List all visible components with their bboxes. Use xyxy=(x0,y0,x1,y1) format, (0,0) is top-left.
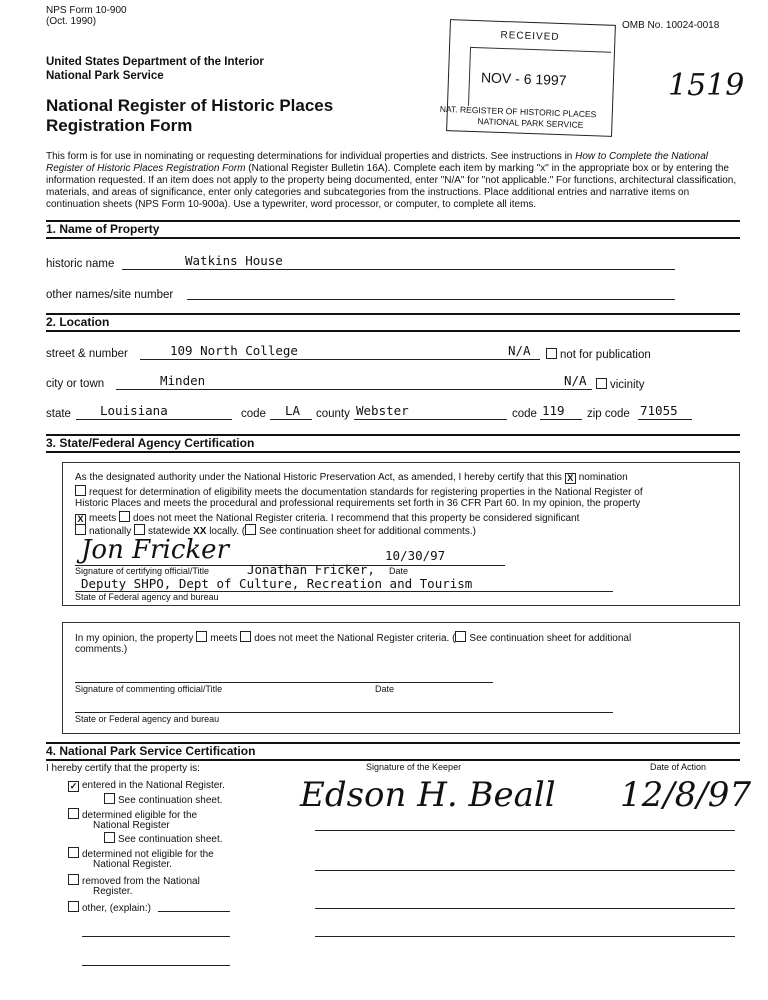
handwritten-number: 1519 xyxy=(668,68,745,103)
stamp-nps: NATIONAL PARK SERVICE xyxy=(477,116,584,130)
county-code-label: code xyxy=(512,408,537,420)
form-number: NPS Form 10-900 xyxy=(46,5,127,16)
section-3-heading: 3. State/Federal Agency Certification xyxy=(46,436,255,450)
see-cont-label: See continuation sheet. xyxy=(118,834,223,845)
cert-text: does not meet the National Register criteria. I recommend that this property be considered significant xyxy=(133,513,580,524)
cert-date[interactable]: 10/30/97 xyxy=(385,548,446,563)
historic-name-label: historic name xyxy=(46,258,115,270)
see-cont-1[interactable] xyxy=(104,793,223,806)
omb-number: OMB No. 10024-0018 xyxy=(622,20,720,31)
action-date: 12/8/97 xyxy=(620,775,752,815)
other-checkbox[interactable] xyxy=(68,901,79,912)
county-value[interactable]: Webster xyxy=(356,403,409,418)
eligible-checkbox[interactable] xyxy=(68,808,79,819)
entered-option[interactable] xyxy=(68,780,225,792)
title-line-2: Registration Form xyxy=(46,116,193,135)
removed-checkbox[interactable] xyxy=(68,874,79,885)
checkbox[interactable] xyxy=(104,793,115,804)
cert-line-1 xyxy=(75,472,628,484)
comment-agency-label: State or Federal agency and bureau xyxy=(75,714,220,724)
keeper-label: Signature of the Keeper xyxy=(366,762,462,772)
state-value[interactable]: Louisiana xyxy=(100,403,168,418)
removed-option[interactable] xyxy=(68,874,200,887)
zip-label: zip code xyxy=(587,408,630,420)
historic-name-value[interactable]: Watkins House xyxy=(185,253,283,268)
removed-label-2: Register. xyxy=(93,886,133,897)
opinion-line-1 xyxy=(75,631,631,644)
official-name[interactable]: Jonathan Fricker, xyxy=(247,562,375,577)
title-line-1: National Register of Historic Places xyxy=(46,96,334,115)
eligible-label-2: National Register xyxy=(93,820,170,831)
removed-label: removed from the National xyxy=(82,876,200,887)
date-of-action-label: Date of Action xyxy=(650,762,707,772)
request-checkbox[interactable] xyxy=(75,485,86,496)
certifying-signature: Jon Fricker xyxy=(81,535,230,565)
entered-checkbox[interactable]: ✓ xyxy=(69,781,78,791)
cert-line-2 xyxy=(75,485,643,498)
locally-label: locally. ( xyxy=(209,526,246,537)
stamp-date: NOV - 6 1997 xyxy=(480,69,567,89)
nationally-checkbox[interactable] xyxy=(75,524,86,535)
section-2-heading: 2. Location xyxy=(46,315,110,329)
form-date: (Oct. 1990) xyxy=(46,16,97,27)
street-label: street & number xyxy=(46,348,128,360)
keeper-signature: Edson H. Beall xyxy=(300,775,556,815)
cert-line-3: Historic Places and meets the procedural and professional requirements set forth in 36 CFR Part 60. In my opinion, the property xyxy=(75,498,641,509)
signature-label: Signature of certifying official/Title xyxy=(75,566,210,576)
comment-signature-label: Signature of commenting official/Title xyxy=(75,684,223,694)
statewide-checkbox[interactable] xyxy=(134,524,145,535)
section-4-heading: 4. National Park Service Certification xyxy=(46,744,256,758)
opinion-text: does not meet the National Register criteria. ( xyxy=(254,633,456,644)
nomination-label: nomination xyxy=(578,472,628,483)
does-not-meet-checkbox[interactable] xyxy=(119,511,130,522)
stamp-received: RECEIVED xyxy=(500,29,560,43)
comment-date-label: Date xyxy=(375,684,395,694)
opinion-text: See continuation sheet for additional xyxy=(469,633,632,644)
cert-text: See continuation sheet for additional comments.) xyxy=(259,526,476,537)
opinion-text: In my opinion, the property xyxy=(75,633,194,644)
other-label: other, (explain:) xyxy=(82,903,151,914)
agency: National Park Service xyxy=(46,70,164,82)
city-na: N/A xyxy=(564,373,587,388)
opinion-line-2: comments.) xyxy=(75,644,128,655)
meets-checkbox[interactable]: X xyxy=(75,514,86,525)
cert-text: As the designated authority under the National Historic Preservation Act, as amended, I hereby certify that this xyxy=(75,472,562,483)
cert-line-5: nationally statewide XX locally. ( See continuation sheet for additional comments.) xyxy=(75,524,476,537)
street-value[interactable]: 109 North College xyxy=(170,343,298,358)
city-label: city or town xyxy=(46,378,105,390)
instructions-text-2: (National Register Bulletin 16A). Complete each item by marking "x" in the appropriate box or by entering the information requested. If an item does not apply to the property being documented, enter "N/A" for "not applicable." For functions, architectural classification, materials, and areas of significance, enter only categories and subcategories from the instructions. Place additional entries and narrative items on continuation sheets (NPS Form 10-900a). Use a typewriter, word processor, or computer, to complete all items. xyxy=(46,163,737,210)
nomination-checkbox[interactable]: X xyxy=(565,473,576,484)
not-eligible-label: determined not eligible for the xyxy=(82,849,214,860)
checkbox[interactable] xyxy=(596,378,607,389)
not-eligible-checkbox[interactable] xyxy=(68,847,79,858)
cert-line-4 xyxy=(75,511,579,525)
date-label: Date xyxy=(389,566,409,576)
stamp-register: NAT. REGISTER OF HISTORIC PLACES xyxy=(439,103,597,120)
city-value[interactable]: Minden xyxy=(160,373,206,388)
agency-label: State of Federal agency and bureau xyxy=(75,592,219,602)
checkbox[interactable] xyxy=(104,832,115,843)
commenting-box xyxy=(62,622,740,734)
other-names-label: other names/site number xyxy=(46,289,174,301)
section-1-heading: 1. Name of Property xyxy=(46,222,160,236)
statewide-label: statewide xyxy=(148,526,191,537)
street-na: N/A xyxy=(508,343,531,358)
zip-value[interactable]: 71055 xyxy=(640,403,678,418)
nationally-label: nationally xyxy=(89,526,132,537)
other-option[interactable] xyxy=(68,901,151,914)
see-cont-label: See continuation sheet. xyxy=(118,795,223,806)
meets-label: meets xyxy=(89,513,117,524)
vicinity[interactable] xyxy=(596,378,645,391)
continuation-checkbox[interactable] xyxy=(245,524,256,535)
instructions-text: This form is for use in nominating or requesting determinations for individual properties and districts. See instructions in xyxy=(46,151,576,162)
vicinity-label: vicinity xyxy=(610,379,645,391)
not-for-publication-label: not for publication xyxy=(560,349,651,361)
opinion-meets-checkbox[interactable] xyxy=(196,631,207,642)
see-cont-2[interactable] xyxy=(104,832,223,845)
entered-label: entered in the National Register. xyxy=(82,780,225,791)
code-label: code xyxy=(241,408,266,420)
opinion-continuation-checkbox[interactable] xyxy=(455,631,466,642)
instructions-bulletin-title: How to Complete the National Register of Historic Places Registration Form xyxy=(46,151,708,174)
state-code-value[interactable]: LA xyxy=(285,403,301,418)
department: United States Department of the Interior xyxy=(46,56,264,68)
not-for-publication[interactable] xyxy=(546,348,651,361)
state-label: state xyxy=(46,408,71,420)
agency-value[interactable]: Deputy SHPO, Dept of Culture, Recreation and Tourism xyxy=(81,576,473,591)
certify-intro: I hereby certify that the property is: xyxy=(46,763,200,774)
received-stamp xyxy=(439,19,616,137)
cert-text: request for determination of eligibility meets the documentation standards for registering properties in the National Register of xyxy=(89,487,643,498)
county-label: county xyxy=(316,408,350,420)
eligible-label: determined eligible for the xyxy=(82,810,198,821)
checkbox[interactable] xyxy=(546,348,557,359)
instructions xyxy=(46,151,740,211)
not-eligible-label-2: National Register. xyxy=(93,859,172,870)
opinion-not-meet-checkbox[interactable] xyxy=(240,631,251,642)
county-code-value[interactable]: 119 xyxy=(542,403,565,418)
opinion-meets-label: meets xyxy=(210,633,238,644)
state-certification-box xyxy=(62,462,740,606)
